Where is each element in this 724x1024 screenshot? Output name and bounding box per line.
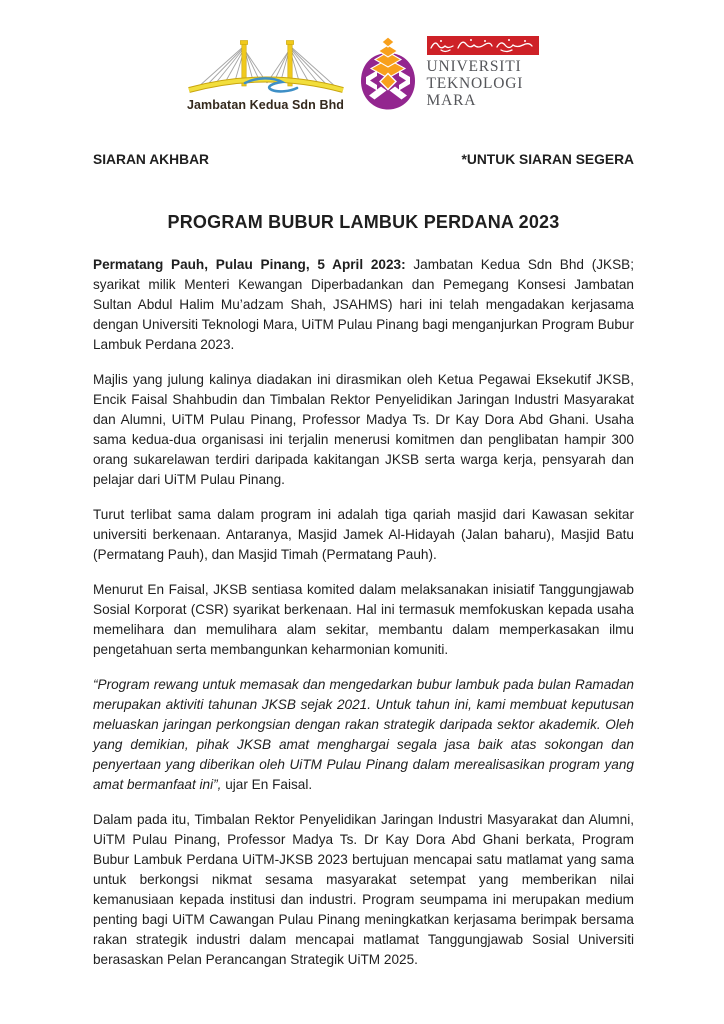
header-logos bbox=[0, 36, 724, 112]
uitm-emblem-icon bbox=[356, 36, 420, 112]
paragraph-1 bbox=[93, 255, 634, 355]
paragraph-5-quote bbox=[93, 675, 634, 795]
uitm-logo bbox=[356, 36, 539, 112]
paragraph-6: Dalam pada itu, Timbalan Rektor Penyelidikan Jaringan Industri Masyarakat dan Alumni, UiTM Pulau Pinang, Professor Madya Ts. Dr Kay Dora Abd Ghani berkata, Program Bubur Lambuk Perdana UiTM-JKSB 2023 bertujuan mencapai satu matlamat yang sama untuk berkongsi nikmat sesama masyarakat setempat yang memberikan nilai kemanusiaan kepada institusi dan industri. Program seumpama ini merupakan medium penting bagi UiTM Cawangan Pulau Pinang meningkatkan kerjasama berimpak bersama rakan strategik industri dalam mencapai matlamat Tanggungjawab Sosial Universiti berasaskan Pelan Perancangan Strategik UiTM 2025. bbox=[93, 812, 634, 967]
page-title: PROGRAM BUBUR LAMBUK PERDANA 2023 bbox=[167, 212, 560, 232]
uitm-jawi-banner bbox=[427, 36, 539, 55]
paragraph-3: Turut terlibat sama dalam program ini adalah tiga qariah masjid dari Kawasan sekitar universiti berkenaan. Antaranya, Masjid Jamek Al-Hidayah (Jalan baharu), Masjid Batu (Permatang Pauh), dan Masjid Timah (Permatang Pauh). bbox=[93, 507, 634, 562]
document-content bbox=[93, 152, 634, 985]
paragraph-4: Menurut En Faisal, JKSB sentiasa komited dalam melaksanakan inisiatif Tanggungjawab Sosial Korporat (CSR) syarikat berkenaan. Hal ini termasuk memfokuskan kepada usaha memelihara dan memulihara alam sekitar, membantu dalam memperkasakan ilmu pengetahuan serta membangunkan keharmonian komuniti. bbox=[93, 582, 634, 657]
paragraph-1-dateline: Permatang Pauh, Pulau Pinang, 5 April 2023: bbox=[93, 257, 406, 272]
uitm-wordmark-line-3: MARA bbox=[426, 92, 477, 109]
release-type-label: SIARAN AKHBAR bbox=[93, 152, 209, 167]
quote-text: “Program rewang untuk memasak dan mengedarkan bubur lambuk pada bulan Ramadan merupakan aktiviti tahunan JKSB sejak 2021. Untuk tahun ini, kami membuat keputusan meluaskan jaringan perkongsian dengan rakan strategik daripada sektor akademik. Oleh yang demikian, pihak JKSB amat menghargai segala jasa baik atas sokongan dan penyertaan yang diberikan oleh UiTM Pulau Pinang dalam merealisasikan program yang amat bermanfaat ini”, bbox=[93, 677, 634, 792]
paragraph-2: Majlis yang julung kalinya diadakan ini dirasmikan oleh Ketua Pegawai Eksekutif JKSB, Encik Faisal Shahbudin dan Timbalan Rektor Penyelidikan Jaringan Industri Masyarakat dan Alumni, UiTM Pulau Pinang, Professor Madya Ts. Dr Kay Dora Abd Ghani. Usaha sama kedua-dua organisasi ini terjalin menerusi komitmen dan penglibatan hampir 300 orang sukarelawan terdiri daripada kakitangan JKSB serta warga kerja, pensyarah dan pelajar dari UiTM Pulau Pinang. bbox=[93, 372, 634, 487]
release-meta-row bbox=[93, 152, 634, 167]
quote-attribution: ujar En Faisal. bbox=[221, 777, 313, 792]
release-urgency-label: *UNTUK SIARAN SEGERA bbox=[461, 152, 634, 167]
uitm-jawi-script-icon bbox=[427, 36, 539, 55]
jksb-bridge-icon bbox=[187, 36, 345, 94]
uitm-wordmark-line-1: UNIVERSITI bbox=[426, 58, 522, 75]
jksb-logo bbox=[186, 36, 346, 112]
uitm-wordmark bbox=[427, 36, 539, 109]
jksb-logo-caption: Jambatan Kedua Sdn Bhd bbox=[186, 98, 345, 112]
body-text bbox=[93, 255, 634, 970]
paragraph-1-text: Jambatan Kedua Sdn Bhd (JKSB; syarikat milik Menteri Kewangan Diperbadankan dan Pemegang Konsesi Jambatan Sultan Abdul Halim Mu’adzam Shah, JSAHMS) hari ini telah mengadakan kerjasama dengan Universiti Teknologi Mara, UiTM Pulau Pinang bagi menganjurkan Program Bubur Lambuk Perdana 2023. bbox=[93, 257, 634, 352]
uitm-wordmark-line-2: TEKNOLOGI bbox=[426, 75, 524, 92]
